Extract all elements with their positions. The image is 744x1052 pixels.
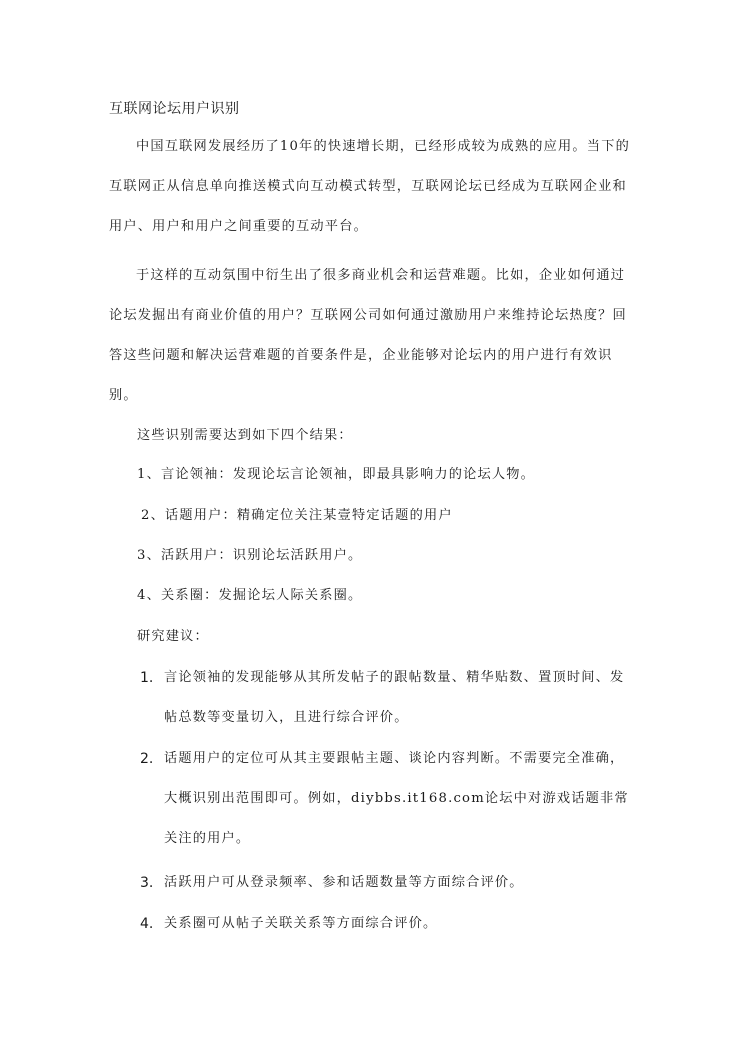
document-title: 互联网论坛用户识别 bbox=[109, 101, 240, 117]
result-item: 2、话题用户：精确定位关注某壹特定话题的用户 bbox=[141, 508, 453, 523]
suggestion-number: 2. bbox=[140, 751, 154, 767]
result-item: 4、关系圈：发掘论坛人际关系圈。 bbox=[137, 588, 363, 603]
problem-paragraph: 于这样的互动氛围中衍生出了很多商业机会和运营难题。比如，企业如何通过论坛发掘出有商业价值的用户？互联网公司如何通过激励用户来维持论坛热度？回答这些问题和解决运营难题的首要条件是，企业能够对论坛内的用户进行有效识别。 bbox=[109, 268, 627, 403]
suggestion-text: 言论领袖的发现能够从其所发帖子的跟帖数量、精华贴数、置顶时间、发帖总数等变量切入，且进行综合评价。 bbox=[164, 670, 625, 725]
suggestion-text: 关系圈可从帖子关联关系等方面综合评价。 bbox=[164, 916, 438, 931]
result-item: 3、活跃用户：识别论坛活跃用户。 bbox=[137, 548, 363, 563]
intro-paragraph: 中国互联网发展经历了10年的快速增长期，已经形成较为成熟的应用。当下的互联网正从信息单向推送模式向互动模式转型，互联网论坛已经成为互联网企业和用户、用户和用户之间重要的互动平台。 bbox=[109, 139, 630, 234]
suggestion-text: 活跃用户可从登录频率、参和话题数量等方面综合评价。 bbox=[164, 875, 524, 890]
results-intro: 这些识别需要达到如下四个结果： bbox=[137, 428, 353, 443]
suggestion-number: 4. bbox=[140, 916, 154, 932]
result-item: 1、言论领袖：发现论坛言论领袖，即最具影响力的论坛人物。 bbox=[137, 467, 536, 482]
suggestion-number: 1. bbox=[140, 670, 154, 686]
suggestion-text: 话题用户的定位可从其主要跟帖主题、谈论内容判断。不需要完全准确，大概识别出范围即可。例如，diybbs.it168.com论坛中对游戏话题非常关注的用户。 bbox=[164, 751, 629, 846]
suggestion-number: 3. bbox=[140, 875, 154, 891]
suggestions-heading: 研究建议： bbox=[137, 629, 209, 644]
